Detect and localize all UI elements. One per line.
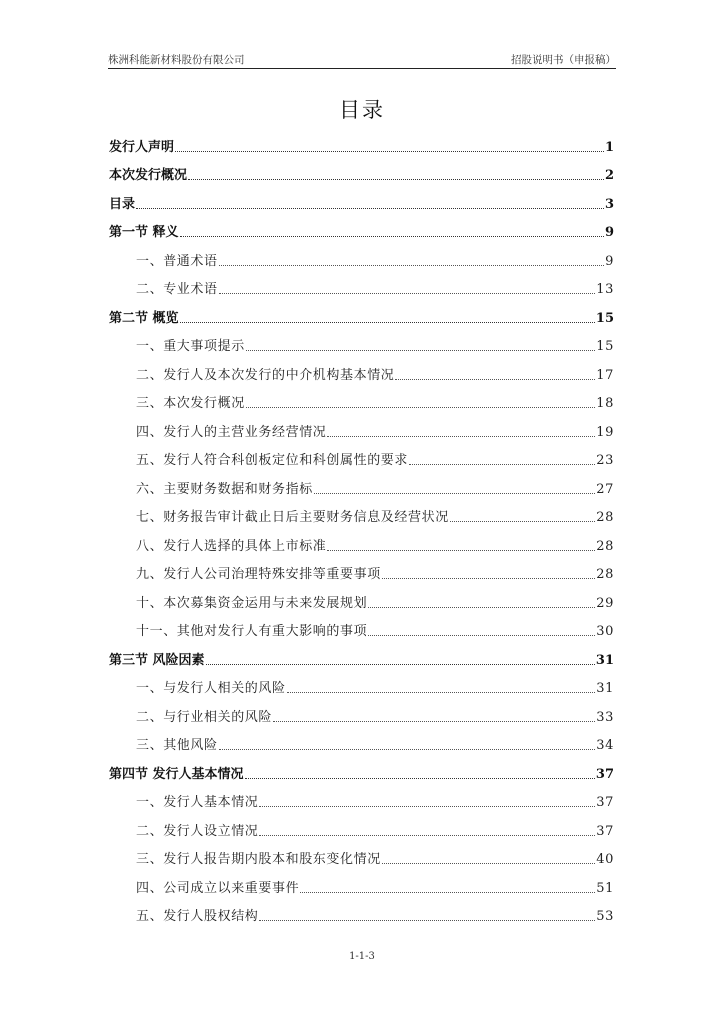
toc-entry-page: 1 [604,139,614,155]
toc-entry-label: 六、主要财务数据和财务指标 [136,481,313,497]
toc-dot-leader [327,550,595,551]
toc-dot-leader [300,892,595,893]
toc-entry-page: 9 [605,253,614,269]
toc-entry-page: 28 [596,510,614,525]
toc-dot-leader [287,692,596,693]
page-header [108,50,616,69]
toc-entry-label: 三、本次发行概况 [136,396,245,411]
toc-dot-leader [219,749,596,750]
toc-dot-leader [450,521,595,522]
toc-section-entry[interactable] [109,586,614,615]
toc-section-entry[interactable] [109,558,614,587]
toc-section-entry[interactable] [109,387,614,416]
toc-dot-leader [180,236,604,237]
toc-section-entry[interactable] [109,700,614,729]
toc-dot-leader [259,920,595,921]
toc-dot-leader [219,265,605,266]
toc-entry-label: 十、本次募集资金运用与未来发展规划 [136,595,368,611]
toc-entry-label: 四、公司成立以来重要事件 [136,880,300,896]
toc-entry-label: 七、财务报告审计截止日后主要财务信息及经营状况 [136,510,449,525]
toc-entry-page: 34 [596,738,614,753]
toc-entry-page: 17 [596,367,614,383]
toc-section-entry[interactable] [109,786,614,815]
toc-section-entry[interactable] [109,871,614,900]
toc-section-entry[interactable] [109,244,614,273]
header-document-type: 招股说明书（申报稿） [511,54,616,66]
table-of-contents [109,130,614,928]
toc-dot-leader [246,407,595,408]
toc-chapter-entry[interactable] [109,757,614,786]
toc-dot-leader [273,721,595,722]
toc-chapter-entry[interactable] [109,216,614,245]
toc-entry-label: 二、发行人及本次发行的中介机构基本情况 [136,367,395,383]
toc-section-entry[interactable] [109,330,614,359]
toc-entry-page: 23 [596,453,614,468]
toc-entry-label: 四、发行人的主营业务经营情况 [136,424,327,440]
toc-section-entry[interactable] [109,814,614,843]
toc-chapter-entry[interactable] [109,130,614,159]
toc-dot-leader [219,293,596,294]
toc-dot-leader [314,493,595,494]
toc-entry-label: 八、发行人选择的具体上市标准 [136,538,327,554]
toc-entry-label: 一、重大事项提示 [136,339,245,354]
toc-entry-page: 19 [596,424,614,440]
toc-dot-leader [368,635,595,636]
toc-entry-page: 2 [604,168,614,183]
toc-entry-label: 第二节 概览 [109,310,179,326]
toc-entry-label: 一、普通术语 [136,253,218,269]
toc-entry-label: 一、与发行人相关的风险 [136,681,286,696]
toc-entry-page: 18 [596,396,614,411]
toc-entry-label: 三、其他风险 [136,738,218,753]
toc-dot-leader [245,778,595,779]
toc-section-entry[interactable] [109,843,614,872]
toc-entry-page: 40 [596,852,614,867]
toc-dot-leader [259,806,595,807]
toc-dot-leader [409,464,595,465]
toc-section-entry[interactable] [109,472,614,501]
toc-section-entry[interactable] [109,529,614,558]
toc-entry-page: 28 [596,538,614,554]
toc-entry-label: 九、发行人公司治理特殊安排等重要事项 [136,567,381,582]
toc-entry-page: 28 [596,567,614,582]
toc-entry-label: 三、发行人报告期内股本和股东变化情况 [136,852,381,867]
toc-entry-label: 五、发行人股权结构 [136,909,259,924]
toc-entry-page: 9 [604,225,614,240]
toc-section-entry[interactable] [109,672,614,701]
toc-entry-page: 37 [595,766,614,782]
header-company-name: 株洲科能新材料股份有限公司 [108,54,245,66]
toc-entry-label: 第四节 发行人基本情况 [109,766,244,782]
toc-entry-label: 十一、其他对发行人有重大影响的事项 [136,624,368,639]
toc-entry-label: 二、发行人设立情况 [136,823,259,839]
toc-dot-leader [382,863,595,864]
toc-chapter-entry[interactable] [109,187,614,216]
toc-dot-leader [395,379,595,380]
page-title: 目录 [339,98,385,122]
toc-chapter-entry[interactable] [109,643,614,672]
toc-entry-label: 本次发行概况 [109,168,188,183]
toc-entry-page: 37 [596,823,614,839]
toc-dot-leader [327,436,595,437]
toc-entry-label: 第三节 风险因素 [109,652,205,668]
toc-entry-page: 15 [596,339,614,354]
toc-dot-leader [246,350,595,351]
toc-dot-leader [259,835,595,836]
toc-dot-leader [188,179,604,180]
toc-section-entry[interactable] [109,615,614,644]
toc-entry-label: 五、发行人符合科创板定位和科创属性的要求 [136,453,409,468]
toc-entry-label: 二、与行业相关的风险 [136,709,273,725]
toc-dot-leader [368,607,595,608]
toc-dot-leader [175,151,604,152]
toc-section-entry[interactable] [109,273,614,302]
page-number: 1-1-3 [349,951,375,962]
toc-section-entry[interactable] [109,900,614,929]
toc-entry-page: 13 [596,282,614,297]
toc-entry-page: 3 [604,196,614,212]
toc-chapter-entry[interactable] [109,159,614,188]
toc-entry-label: 二、专业术语 [136,282,218,297]
toc-entry-label: 发行人声明 [109,139,175,155]
toc-entry-page: 33 [596,709,614,725]
toc-entry-page: 31 [595,652,614,668]
toc-entry-page: 31 [596,681,614,696]
toc-section-entry[interactable] [109,444,614,473]
toc-chapter-entry[interactable] [109,301,614,330]
toc-entry-page: 27 [596,481,614,497]
toc-dot-leader [382,578,595,579]
toc-entry-page: 37 [596,795,614,810]
toc-entry-label: 目录 [109,196,136,212]
toc-section-entry[interactable] [109,729,614,758]
toc-dot-leader [180,322,595,323]
toc-section-entry[interactable] [109,358,614,387]
toc-entry-page: 15 [595,310,614,326]
toc-entry-label: 第一节 释义 [109,225,179,240]
toc-entry-page: 53 [596,909,614,924]
toc-section-entry[interactable] [109,415,614,444]
toc-entry-label: 一、发行人基本情况 [136,795,259,810]
toc-section-entry[interactable] [109,501,614,530]
toc-entry-page: 51 [596,880,614,896]
toc-entry-page: 29 [596,595,614,611]
toc-dot-leader [206,664,595,665]
toc-dot-leader [136,208,604,209]
toc-entry-page: 30 [596,624,614,639]
